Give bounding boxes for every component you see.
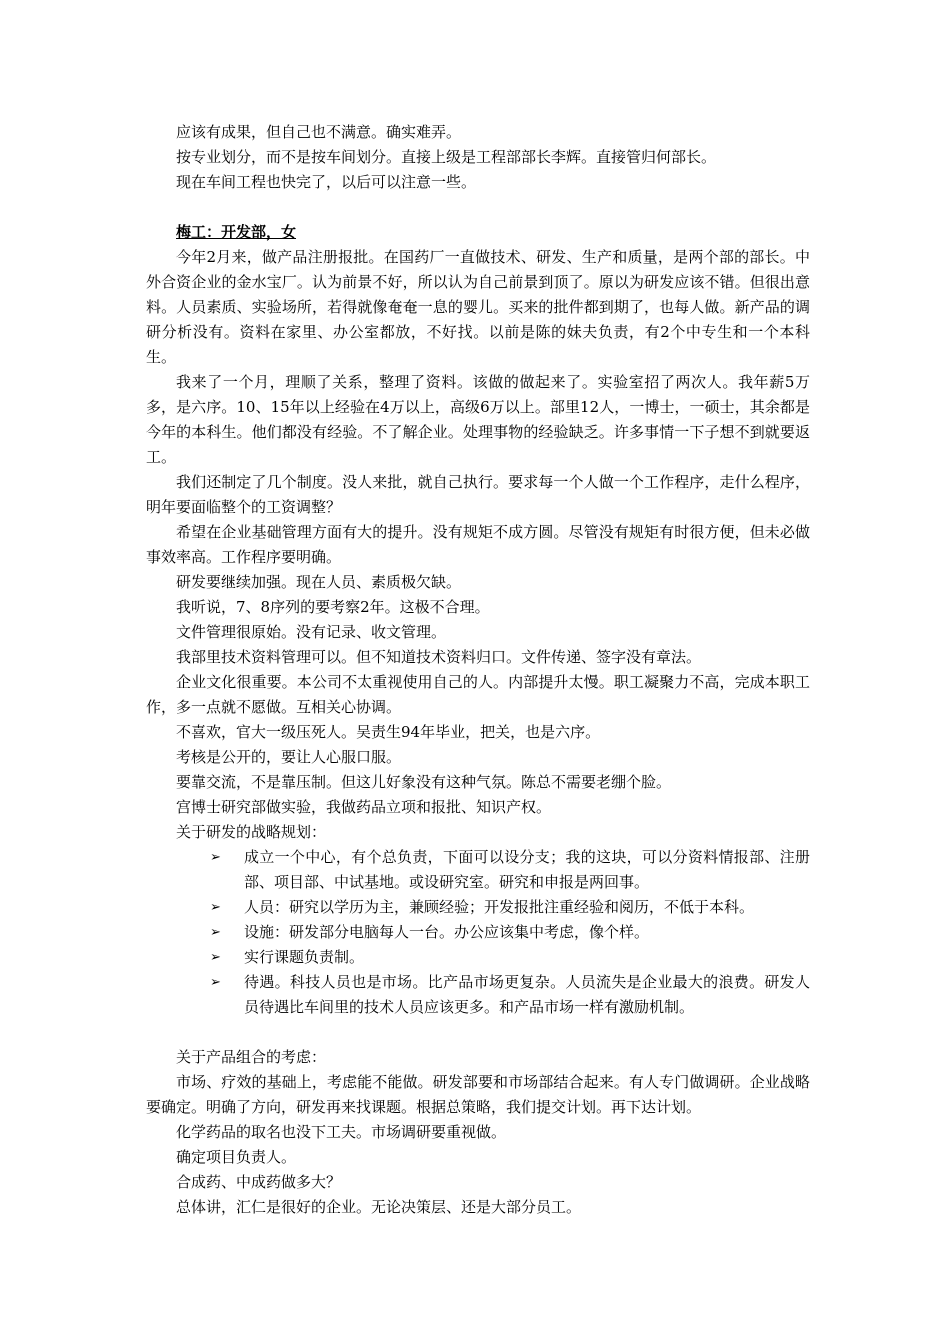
closing-paragraph: 合成药、中成药做多大？ — [176, 1173, 342, 1191]
body-paragraph: 企业文化很重要。本公司不太重视使用自己的人。内部提升太慢。职工凝聚力不高，完成本职工作，多一点就不愿做。互相关心协调。 — [146, 673, 810, 716]
body-paragraph: 关于研发的战略规划： — [176, 823, 327, 841]
arrow-bullet-icon: ➢ — [210, 925, 221, 940]
bullet-text: 人员：研究以学历为主，兼顾经验；开发报批注重经验和阅历，不低于本科。 — [244, 898, 755, 916]
arrow-bullet-icon: ➢ — [210, 950, 221, 965]
intro-paragraph: 应该有成果，但自己也不满意。确实难弄。 — [176, 123, 462, 141]
body-paragraph: 我来了一个月，理顺了关系，整理了资料。该做的做起来了。实验室招了两次人。我年薪5万多，是六序。10、15年以上经验在4万以上，高级6万以上。部里12人，一博士，一硕士，其余都是今年的本科生。他们都没有经验。不了解企业。处理事物的经验缺乏。许多事情一下子想不到就要返工。 — [146, 373, 810, 466]
body-paragraph: 考核是公开的，要让人心服口服。 — [176, 748, 402, 766]
list-item — [146, 895, 810, 920]
blank-line — [146, 195, 810, 220]
list-item — [146, 920, 810, 945]
document-page — [146, 120, 810, 1220]
closing-paragraph: 化学药品的取名也没下工夫。市场调研要重视做。 — [176, 1123, 507, 1141]
bullet-text: 实行课题负责制。 — [244, 948, 365, 966]
arrow-bullet-icon: ➢ — [210, 975, 221, 990]
bullet-text: 设施：研发部分电脑每人一台。办公应该集中考虑，像个样。 — [244, 923, 650, 941]
body-paragraph: 要靠交流，不是靠压制。但这儿好象没有这种气氛。陈总不需要老绷个脸。 — [176, 773, 672, 791]
list-item — [146, 845, 810, 895]
intro-paragraph: 按专业划分，而不是按车间划分。直接上级是工程部部长李辉。直接管归何部长。 — [176, 148, 717, 166]
list-item — [146, 945, 810, 970]
body-paragraph: 宫博士研究部做实验，我做药品立项和报批、知识产权。 — [176, 798, 552, 816]
body-paragraph: 不喜欢，官大一级压死人。吴责生94年毕业，把关，也是六序。 — [176, 723, 601, 741]
body-paragraph: 文件管理很原始。没有记录、收文管理。 — [176, 623, 447, 641]
arrow-bullet-icon: ➢ — [210, 900, 221, 915]
section-heading: 梅工：开发部，女 — [176, 223, 297, 241]
body-paragraph: 我听说，7、8序列的要考察2年。这极不合理。 — [176, 598, 490, 616]
closing-paragraph: 总体讲，汇仁是很好的企业。无论决策层、还是大部分员工。 — [176, 1198, 582, 1216]
list-item — [146, 970, 810, 1020]
bullet-text: 待遇。科技人员也是市场。比产品市场更复杂。人员流失是企业最大的浪费。研发人员待遇比车间里的技术人员应该更多。和产品市场一样有激励机制。 — [244, 973, 810, 1016]
strategy-bullet-list — [146, 845, 810, 1020]
body-paragraph: 我部里技术资料管理可以。但不知道技术资料归口。文件传递、签字没有章法。 — [176, 648, 702, 666]
body-paragraph: 希望在企业基础管理方面有大的提升。没有规矩不成方圆。尽管没有规矩有时很方便，但未必做事效率高。工作程序要明确。 — [146, 523, 810, 566]
blank-line — [146, 1020, 810, 1045]
closing-paragraph: 确定项目负责人。 — [176, 1148, 297, 1166]
body-paragraph: 今年2月来，做产品注册报批。在国药厂一直做技术、研发、生产和质量，是两个部的部长。中外合资企业的金水宝厂。认为前景不好，所以认为自己前景到顶了。原以为研发应该不错。但很出意料。人员素质、实验场所，若得就像奄奄一息的婴儿。买来的批件都到期了，也每人做。新产品的调研分析没有。资料在家里、办公室都放，不好找。以前是陈的妹夫负责，有2个中专生和一个本科生。 — [146, 248, 810, 366]
closing-paragraph: 市场、疗效的基础上，考虑能不能做。研发部要和市场部结合起来。有人专门做调研。企业战略要确定。明确了方向，研发再来找课题。根据总策略，我们提交计划。再下达计划。 — [146, 1073, 810, 1116]
intro-paragraph: 现在车间工程也快完了，以后可以注意一些。 — [176, 173, 477, 191]
bullet-text: 成立一个中心，有个总负责，下面可以设分支；我的这块，可以分资料情报部、注册部、项目部、中试基地。或设研究室。研究和申报是两回事。 — [244, 848, 810, 891]
arrow-bullet-icon: ➢ — [210, 850, 221, 865]
body-paragraph: 研发要继续加强。现在人员、素质极欠缺。 — [176, 573, 462, 591]
closing-paragraph: 关于产品组合的考虑： — [176, 1048, 327, 1066]
body-paragraph: 我们还制定了几个制度。没人来批，就自己执行。要求每一个人做一个工作程序，走什么程序，明年要面临整个的工资调整？ — [146, 473, 810, 516]
